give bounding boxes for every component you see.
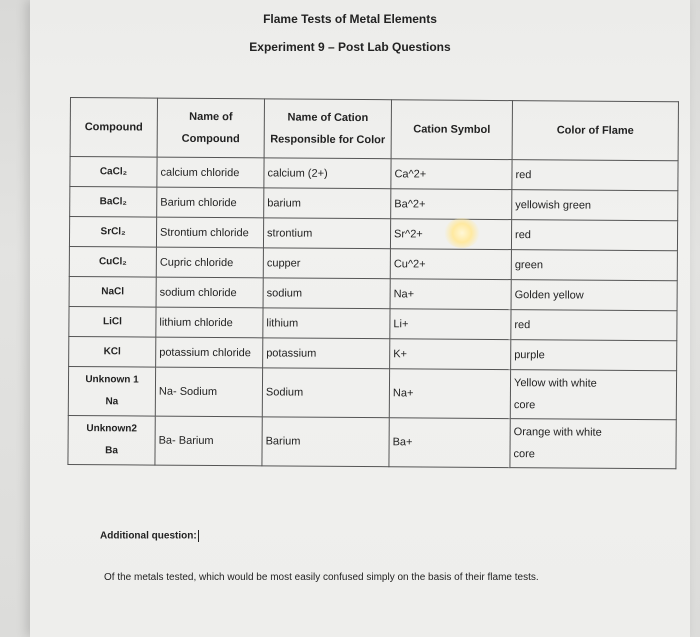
color-cell: red — [511, 220, 677, 251]
name-cell: Na- Sodium — [155, 367, 262, 417]
symbol-cell: K+ — [390, 339, 511, 370]
light-glare — [444, 218, 480, 248]
compound-cell: KCl — [69, 336, 156, 367]
text-cursor — [198, 530, 199, 542]
color-cell — [510, 419, 676, 469]
cation-cell: sodium — [263, 278, 390, 309]
table-row — [69, 276, 677, 310]
additional-question-text: Of the metals tested, which would be most easily confused simply on the basis of their flame tests. — [104, 572, 539, 583]
color-cell: Golden yellow — [511, 280, 677, 311]
table-row — [69, 336, 677, 370]
table-row — [69, 217, 677, 251]
color-cell — [510, 370, 676, 420]
color-line1: Orange with white — [513, 426, 602, 439]
additional-question-label: Additional question: — [100, 530, 197, 542]
table-row — [69, 246, 677, 280]
color-line1: Yellow with white — [513, 377, 597, 390]
name-cell: Cupric chloride — [156, 247, 263, 278]
symbol-cell: Ba^2+ — [391, 189, 512, 220]
color-cell: green — [511, 250, 677, 281]
unknown-label: Unknown 1 — [85, 374, 139, 386]
unknown-label: Unknown2 — [86, 423, 138, 435]
name-cell: Strontium chloride — [156, 217, 263, 248]
symbol-cell: Ca^2+ — [391, 159, 512, 190]
table-row — [69, 306, 677, 340]
cation-cell: lithium — [263, 308, 390, 339]
cation-cell: Sodium — [262, 368, 389, 418]
table-row — [70, 187, 678, 221]
cation-cell: potassium — [263, 338, 390, 369]
color-cell: purple — [511, 340, 677, 371]
symbol-cell: Sr^2+ — [390, 219, 511, 250]
unknown-label-cell — [68, 415, 155, 465]
page-title: Flame Tests of Metal Elements — [263, 12, 437, 26]
compound-cell: NaCl — [69, 276, 156, 307]
color-cell: red — [511, 310, 677, 341]
cation-cell: strontium — [263, 218, 390, 249]
header-compound: Compound — [70, 98, 157, 158]
unknown-row — [68, 415, 676, 468]
header-name-of-cation — [264, 99, 391, 159]
header-cation-line1: Name of Cation — [287, 111, 369, 125]
unknown-label-cell — [68, 366, 155, 416]
cation-cell: Barium — [262, 417, 389, 467]
header-name-line1: Name of — [189, 110, 233, 124]
compound-cell: BaCl₂ — [70, 187, 157, 218]
color-cell: red — [512, 160, 678, 191]
table-row — [70, 157, 678, 191]
symbol-cell: Cu^2+ — [390, 249, 511, 280]
cation-cell: cupper — [263, 248, 390, 279]
compound-cell: CaCl₂ — [70, 157, 157, 188]
name-cell: calcium chloride — [157, 157, 264, 188]
symbol-cell: Ba+ — [389, 418, 510, 468]
color-line2: core — [513, 399, 536, 412]
name-cell: Ba- Barium — [155, 416, 262, 466]
header-color-of-flame: Color of Flame — [512, 101, 678, 161]
compound-cell: LiCl — [69, 306, 156, 337]
unknown-row — [68, 366, 676, 419]
symbol-cell: Na+ — [390, 279, 511, 310]
header-name-of-compound — [157, 98, 264, 158]
header-cation-symbol: Cation Symbol — [391, 100, 512, 160]
name-cell: lithium chloride — [156, 307, 263, 338]
unknown-id: Ba — [105, 445, 118, 457]
name-cell: sodium chloride — [156, 277, 263, 308]
flame-test-table — [67, 97, 679, 469]
compound-cell: SrCl₂ — [69, 217, 156, 248]
table-header-row — [70, 98, 678, 161]
cation-cell: calcium (2+) — [264, 158, 391, 189]
header-cation-line2: Responsible for Color — [270, 133, 386, 147]
name-cell: Barium chloride — [157, 187, 264, 218]
symbol-cell: Na+ — [389, 369, 510, 419]
color-cell: yellowish green — [512, 190, 678, 221]
page-subtitle: Experiment 9 – Post Lab Questions — [249, 40, 451, 54]
cation-cell: barium — [264, 188, 391, 219]
symbol-cell: Li+ — [390, 309, 511, 340]
additional-question-field[interactable] — [100, 530, 199, 542]
compound-cell: CuCl₂ — [69, 246, 156, 277]
unknown-id: Na — [105, 396, 119, 408]
color-line2: core — [513, 448, 535, 461]
name-cell: potassium chloride — [156, 337, 263, 368]
header-name-line2: Compound — [181, 132, 240, 146]
